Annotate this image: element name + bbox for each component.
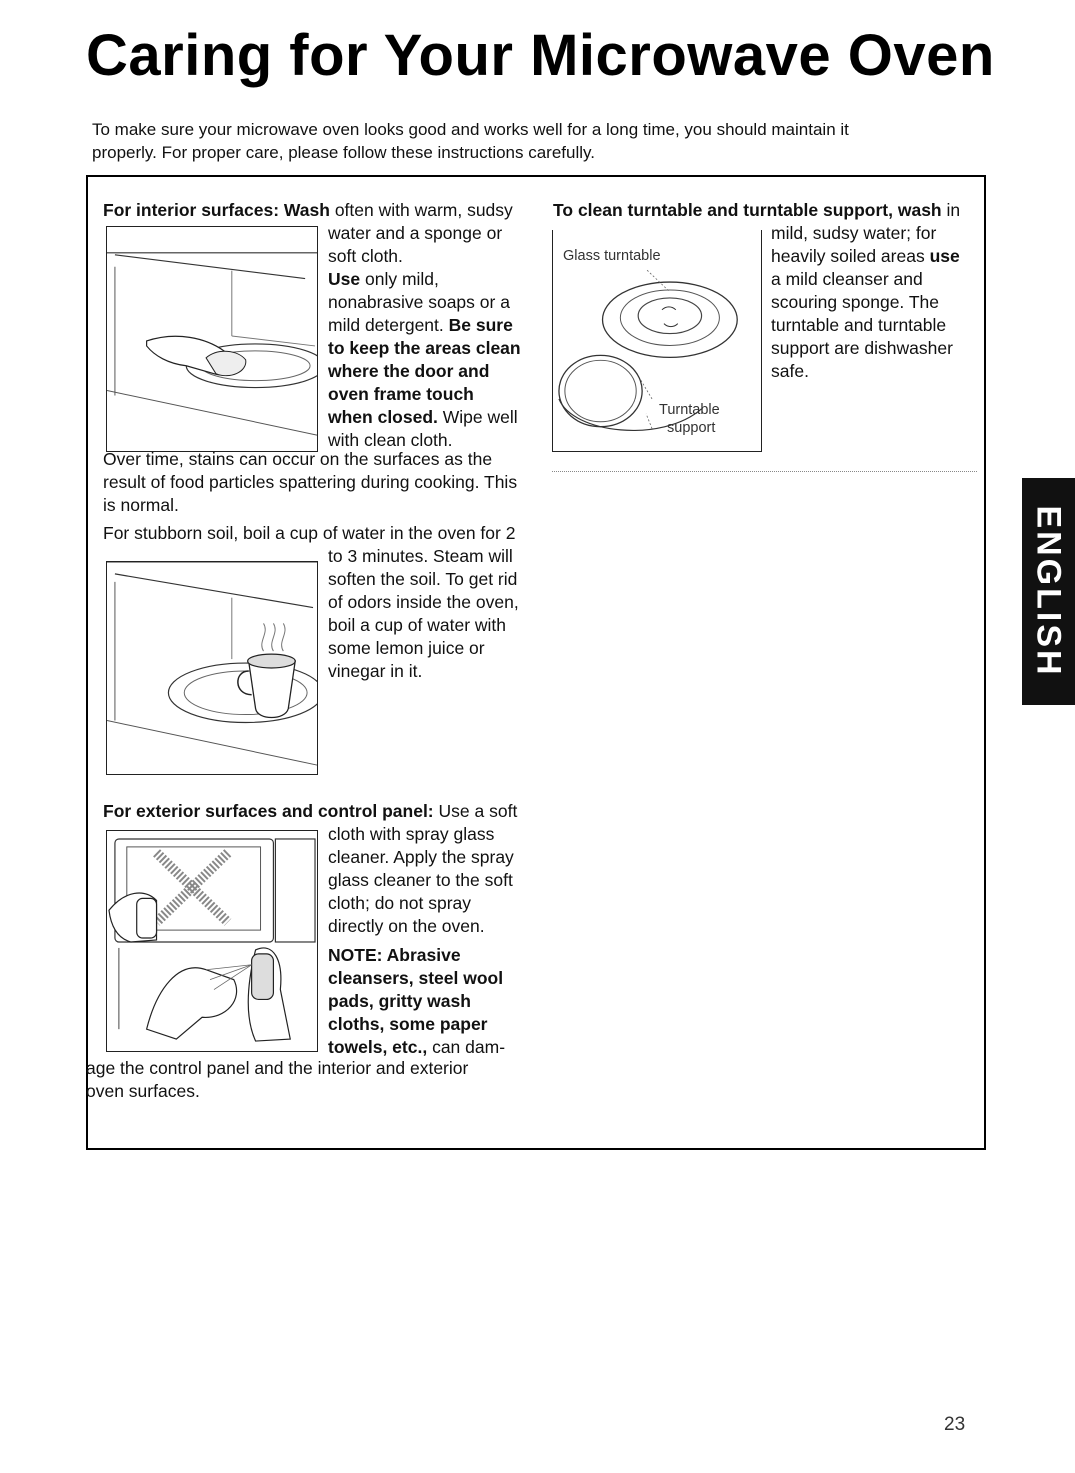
turntable-wrap-line: turntable and turntable: [771, 315, 947, 335]
stubborn-wrap-line: soften the soil. To get rid: [328, 569, 518, 589]
exterior-after-line: oven surfaces.: [86, 1081, 200, 1101]
spray-cloth-illustration: [106, 830, 318, 1052]
exterior-wrap-line: cloth; do not spray: [328, 893, 471, 913]
turntable-line2: mild, sudsy water; for: [771, 223, 937, 243]
turntable-support-label-1: Turntable: [659, 402, 720, 418]
intro-paragraph: To make sure your microwave oven looks good and works well for a long time, you should maintain it properly. For proper care, please follow these instructions carefully.: [92, 120, 849, 162]
wipe-rest: Wipe well: [442, 407, 518, 427]
interior-heading-line: [103, 199, 533, 222]
note-line: NOTE: Abrasive: [328, 945, 461, 965]
interior-wrap-line: with clean cloth.: [328, 430, 453, 450]
page-title: Caring for Your Microwave Oven: [86, 23, 995, 88]
turntable-wrap: [771, 222, 976, 383]
use-bold: Use: [328, 269, 361, 289]
turntable-wrap-line: safe.: [771, 361, 809, 381]
turntable-illustration: [552, 230, 762, 452]
towels-rest: can dam-: [432, 1037, 506, 1057]
glass-turntable-label: Glass turntable: [563, 248, 661, 264]
exterior-heading: For exterior surfaces and control panel:: [103, 801, 434, 821]
spray-drawing: [107, 831, 317, 1051]
interior-heading: For interior surfaces:: [103, 200, 280, 220]
section-divider: [552, 471, 977, 472]
turntable-wash-bold: wash: [897, 200, 942, 220]
turntable-wrap-line: support are dishwasher: [771, 338, 953, 358]
exterior-after: [86, 1057, 536, 1103]
page-number: 23: [944, 1414, 966, 1435]
turntable-heading-line: [553, 199, 983, 222]
stubborn-wrap-line: to 3 minutes. Steam will: [328, 546, 513, 566]
stubborn-line1: For stubborn soil, boil a cup of water in the oven for 2: [103, 523, 516, 543]
exterior-wrap-line: cleaner. Apply the spray: [328, 847, 514, 867]
interior-wrap-line: water and a sponge or: [328, 223, 503, 243]
exterior-after-line: age the control panel and the interior and exterior: [86, 1058, 469, 1078]
mild-text: mild detergent.: [328, 315, 444, 335]
exterior-wrap: [328, 823, 533, 1059]
interior-wrap-line: nonabrasive soaps or a: [328, 292, 510, 312]
turntable-use-bold: use: [929, 246, 960, 266]
exterior-wrap-line: directly on the oven.: [328, 916, 485, 936]
interior-after-line: result of food particles spattering during cooking. This: [103, 472, 518, 492]
interior-mild-line: [328, 314, 533, 337]
interior-bold-line: where the door and: [328, 361, 490, 381]
turntable-heading: To clean turntable and turntable support,: [553, 200, 893, 220]
interior-line1: often with warm, sudsy: [334, 200, 513, 220]
wash-bold: Wash: [283, 200, 330, 220]
turntable-line3: [771, 245, 976, 268]
note-line: cleansers, steel wool: [328, 968, 504, 988]
turntable-support-label-2: support: [667, 420, 716, 436]
interior-after: [103, 448, 543, 517]
stubborn-wrap-line: some lemon juice or: [328, 638, 485, 658]
towels-bold: towels, etc.,: [328, 1037, 428, 1057]
interior-wrap-line: soft cloth.: [328, 246, 403, 266]
note-line: cloths, some paper: [328, 1014, 488, 1034]
note-line: pads, gritty wash: [328, 991, 471, 1011]
stubborn-wrap-line: of odors inside the oven,: [328, 592, 519, 612]
turntable-in: in: [946, 200, 961, 220]
wipe-drawing: [107, 227, 317, 451]
interior-after-line: Over time, stains can occur on the surfaces as the: [103, 449, 493, 469]
interior-bold-line: oven frame touch: [328, 384, 474, 404]
stubborn-wrap-line: vinegar in it.: [328, 661, 423, 681]
stubborn-wrap-line: boil a cup of water with: [328, 615, 507, 635]
language-tab-label: ENGLISH: [1030, 505, 1068, 678]
exterior-line1: Use a soft: [438, 801, 518, 821]
be-sure-bold: Be sure: [448, 315, 513, 335]
interior-wrap: [328, 222, 533, 452]
interior-wipe-illustration: [106, 226, 318, 452]
steam-cup-illustration: [106, 561, 318, 775]
interior-after-line: is normal.: [103, 495, 179, 515]
exterior-wrap-line: glass cleaner to the soft: [328, 870, 513, 890]
when-closed-bold: when closed.: [328, 407, 438, 427]
exterior-wrap-line: cloth with spray glass: [328, 824, 495, 844]
interior-closed-line: [328, 406, 533, 429]
stubborn-wrap: [328, 545, 533, 683]
steam-cup-drawing: [107, 562, 317, 774]
interior-use-line: [328, 268, 533, 291]
use-rest: only mild,: [364, 269, 439, 289]
turntable-wrap-line: scouring sponge. The: [771, 292, 939, 312]
note-towels-line: [328, 1036, 533, 1059]
turntable-line3-text: heavily soiled areas: [771, 246, 925, 266]
exterior-heading-line: [103, 800, 543, 823]
interior-bold-line: to keep the areas clean: [328, 338, 521, 358]
language-side-tab: [1022, 478, 1075, 705]
turntable-wrap-line: a mild cleanser and: [771, 269, 923, 289]
